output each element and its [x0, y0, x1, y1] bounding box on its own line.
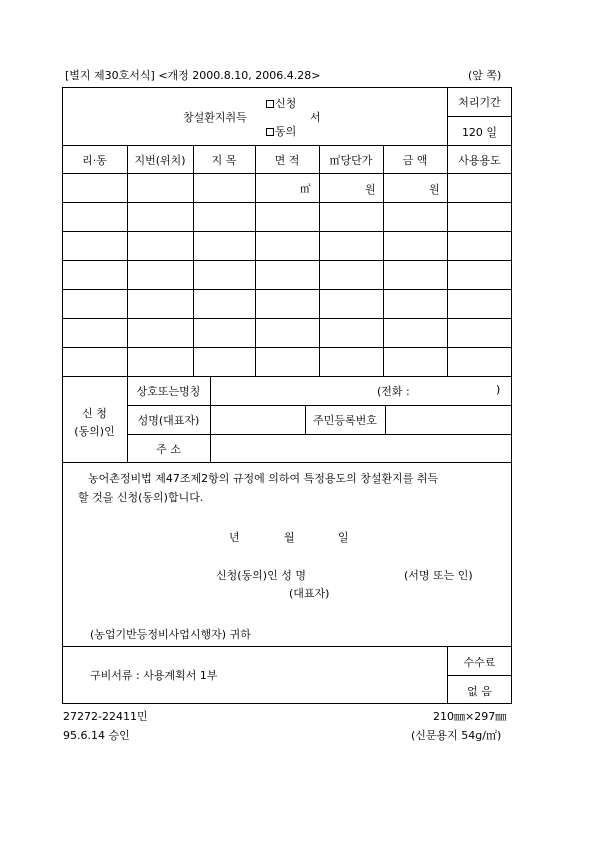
title-suffix: 서	[310, 111, 321, 124]
row-line	[62, 376, 512, 377]
row-line	[62, 202, 512, 203]
date-month: 월	[284, 531, 295, 544]
col-line	[210, 376, 211, 462]
applicant-section-label-2: (동의)인	[74, 425, 115, 438]
company-name-label: 상호또는명칭	[136, 385, 201, 398]
option-consent[interactable]	[266, 123, 296, 139]
col-header-usage: 사용용도	[458, 154, 501, 167]
fee-label: 수수료	[463, 656, 496, 669]
option-apply[interactable]	[266, 95, 296, 111]
row-line	[62, 347, 512, 348]
col-line	[127, 145, 128, 376]
paper-size: 210㎜×297㎜	[433, 710, 507, 723]
row-line	[62, 231, 512, 232]
addressee: (농업기반등정비사업시행자) 귀하	[90, 628, 251, 641]
address-label: 주 소	[156, 443, 181, 456]
signer-label: 신청(동의)인 성 명	[216, 569, 306, 582]
proc-divider	[447, 116, 512, 117]
col-header-ri-dong: 리·동	[82, 154, 107, 167]
unit-price: 원	[365, 183, 376, 196]
approval-date: 95.6.14 승인	[63, 729, 130, 742]
page-side-label: (앞 쪽)	[468, 69, 502, 82]
statement-line-2: 할 것을 신청(동의)합니다.	[78, 491, 204, 504]
unit-amount: 원	[429, 183, 440, 196]
option-consent-label: 동의	[275, 125, 297, 138]
col-line	[385, 405, 386, 434]
processing-period-value: 120 일	[461, 126, 498, 139]
form-code: 27272-22411민	[63, 710, 148, 723]
title-divider	[62, 145, 512, 146]
option-apply-label: 신청	[275, 97, 297, 110]
fee-value: 없 음	[467, 685, 492, 698]
checkbox-consent[interactable]	[266, 128, 274, 136]
col-header-amount: 금 액	[402, 154, 428, 167]
col-line	[319, 145, 320, 376]
date-year: 년	[229, 531, 240, 544]
applicant-section-label-1: 신 청	[82, 407, 107, 420]
unit-area: ㎡	[300, 183, 311, 195]
col-line	[193, 145, 194, 376]
required-documents: 구비서류 : 사용계획서 1부	[90, 669, 218, 682]
date-day: 일	[338, 531, 349, 544]
col-header-lot: 지번(위치)	[134, 154, 186, 167]
row-line	[62, 289, 512, 290]
col-line	[447, 145, 448, 376]
processing-period-label: 처리기간	[458, 96, 501, 109]
col-header-area: 면 적	[274, 154, 300, 167]
form-title: 창설환지취득	[183, 111, 247, 124]
representative-note: (대표자)	[289, 587, 330, 600]
resident-number-label: 주민등록번호	[313, 414, 377, 427]
checkbox-apply[interactable]	[266, 100, 274, 108]
row-line	[127, 434, 512, 435]
row-line	[62, 318, 512, 319]
representative-label: 성명(대표자)	[137, 414, 200, 427]
row-line	[127, 405, 512, 406]
statement-line-1: 농어촌정비법 제47조제2항의 규정에 의하여 특정용도의 창설환지를 취득	[88, 472, 439, 485]
col-line	[383, 145, 384, 376]
row-line	[447, 675, 512, 676]
form-number-label: [별지 제30호서식] <개정 2000.8.10, 2006.4.28>	[65, 69, 321, 82]
col-line	[255, 145, 256, 376]
phone-label: (전화 :	[377, 385, 410, 398]
row-line	[62, 646, 512, 647]
paper-type: (신문용지 54g/㎡)	[411, 729, 502, 742]
phone-close: )	[496, 383, 501, 396]
sign-or-seal-note: (서명 또는 인)	[404, 569, 473, 582]
col-header-unit-price: ㎡당단가	[329, 154, 373, 167]
header-row-divider	[62, 173, 512, 174]
row-line	[62, 260, 512, 261]
row-line	[62, 462, 512, 463]
col-header-category: 지 목	[211, 154, 237, 167]
